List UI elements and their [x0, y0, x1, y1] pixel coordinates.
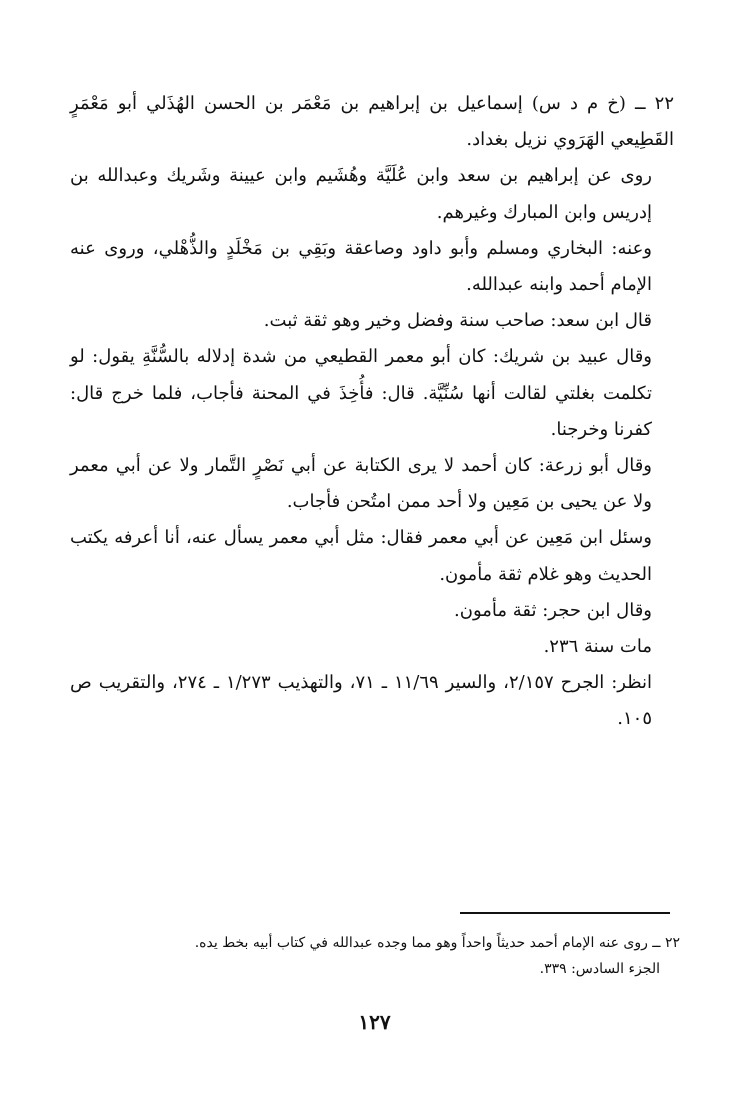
ibn-hajar-paragraph: وقال ابن حجر: ثقة مأمون.	[454, 599, 652, 621]
footnote-text: ٢٢ ــ روى عنه الإمام أحمد حديثاً واحداً وهو مما وجده عبدالله في كتاب أبيه بخط يده.	[194, 935, 680, 951]
footnote-reference: الجزء السادس: ٣٣٩.	[539, 961, 660, 977]
abu-zura-paragraph: وقال أبو زرعة: كان أحمد لا يرى الكتابة عن أبي نَصْرٍ التَّمار ولا عن أبي معمر ولا عن يحيى بن مَعِين ولا أحد ممن امتُحن فأجاب.	[70, 455, 652, 513]
ibn-saad-paragraph: قال ابن سعد: صاحب سنة وفضل وخير وهو ثقة ثبت.	[263, 310, 652, 332]
ubaid-paragraph: وقال عبيد بن شريك: كان أبو معمر القطيعي من شدة إدلاله بالسُّنَّةِ يقول: لو تكلمت بغلتي لقالت أنها سُنِّيَّة. قال: فأُخِذَ في المحنة فأجاب، فلما خرج قال: كفرنا وخرجنا.	[70, 346, 652, 440]
narrated-from-paragraph: روى عن إبراهيم بن سعد وابن عُلَيَّة وهُشَيم وابن عيينة وشَريك وعبدالله بن إدريس وابن المبارك وغيرهم.	[70, 165, 652, 223]
biography-entry	[70, 86, 674, 738]
narrated-by-paragraph: وعنه: البخاري ومسلم وأبو داود وصاعقة وبَقِي بن مَخْلَدٍ والذُّهْلي، وروى عنه الإمام أحمد وابنه عبدالله.	[70, 237, 652, 296]
page-number: ١٢٧	[358, 1010, 391, 1034]
sources-paragraph: انظر: الجرح ٢/١٥٧، والسير ١١/٦٩ ـ ٧١، والتهذيب ١/٢٧٣ ـ ٢٧٤، والتقريب ص ١٠٥.	[70, 672, 653, 730]
ibn-main-paragraph: وسئل ابن مَعِين عن أبي معمر فقال: مثل أبي معمر يسأل عنه، أنا أعرفه يكتب الحديث وهو غلام ثقة مأمون.	[70, 527, 652, 585]
footnotes	[90, 930, 680, 982]
death-paragraph: مات سنة ٢٣٦.	[543, 636, 652, 658]
footnote-divider	[460, 912, 670, 914]
entry-heading: ٢٢ ــ (خ م د س) إسماعيل بن إبراهيم بن مَعْمَر بن الحسن الهُذَلي أبو مَعْمَرٍ القَطِيعي الهَرَوي نزيل بغداد.	[70, 93, 674, 151]
